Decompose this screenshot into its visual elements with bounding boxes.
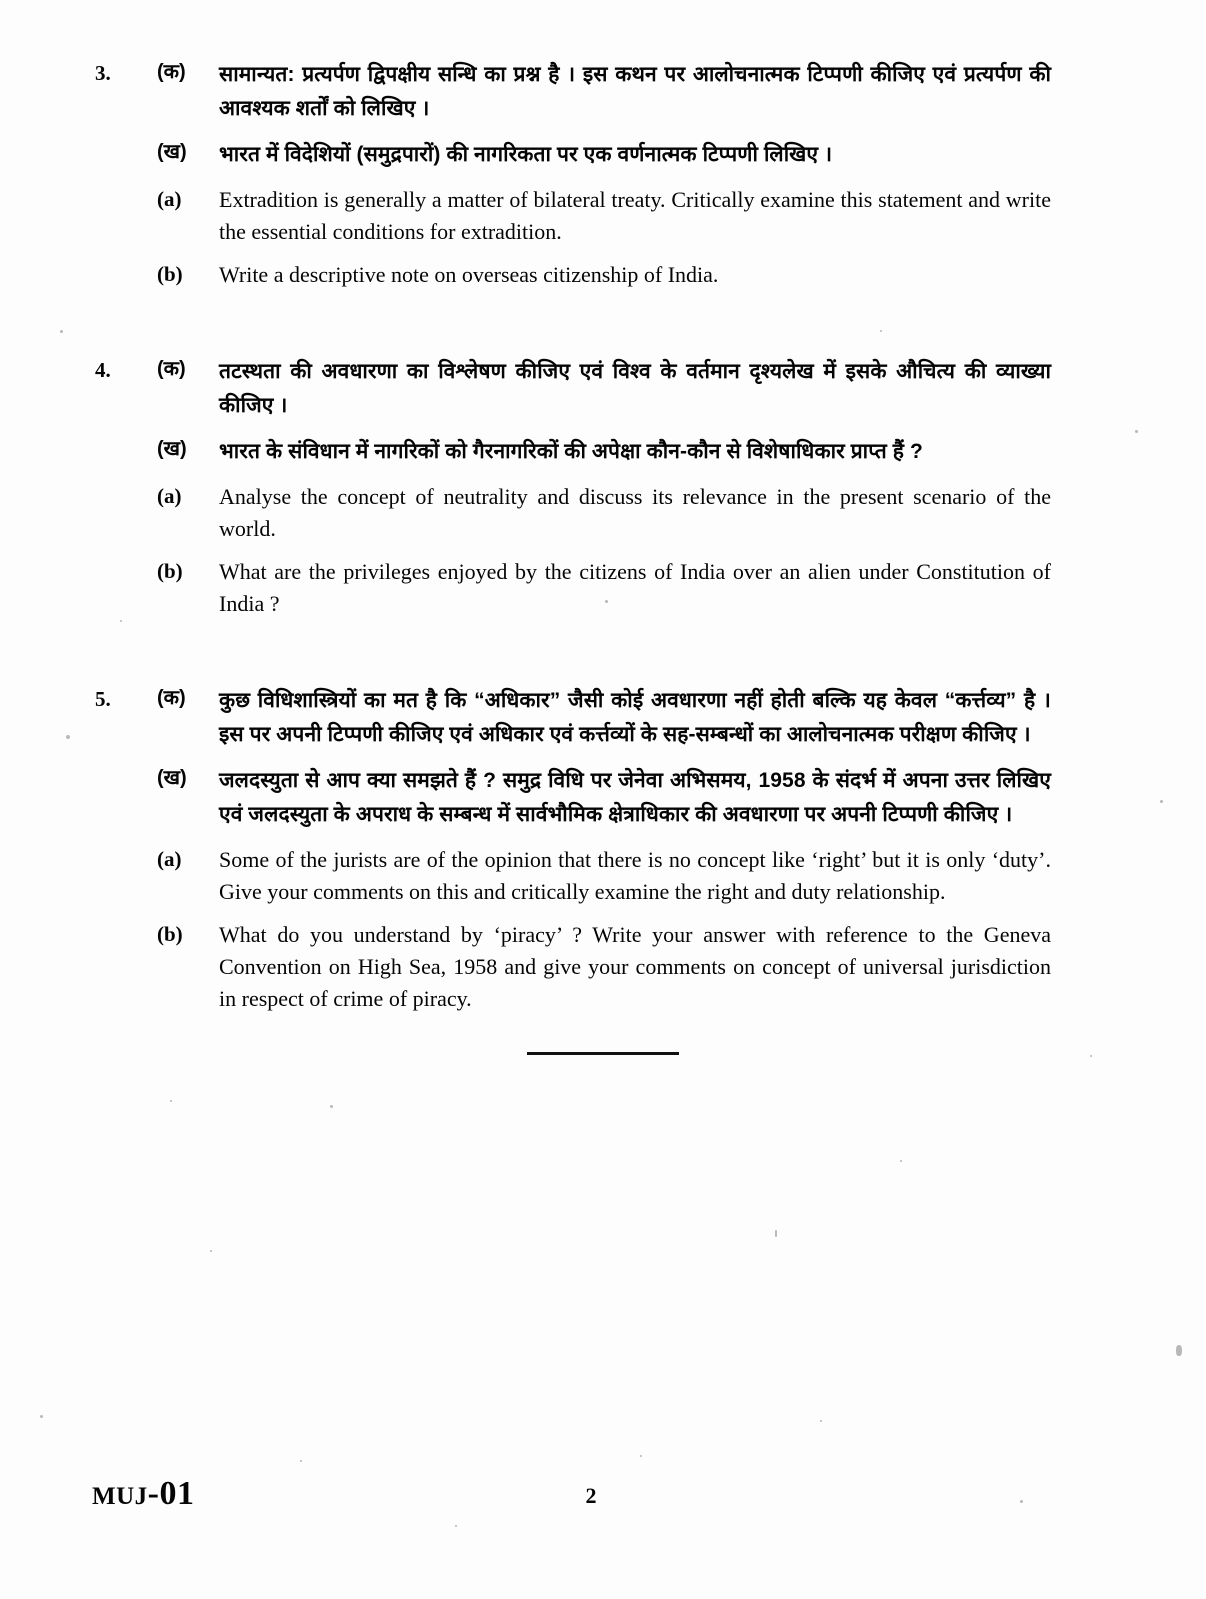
scan-speckle bbox=[820, 1420, 822, 1422]
part-label: (क) bbox=[157, 686, 186, 709]
question-part-row bbox=[0, 481, 1206, 544]
scan-speckle bbox=[300, 1460, 302, 1462]
question-part-row bbox=[0, 684, 1206, 752]
scan-speckle bbox=[1176, 1345, 1182, 1356]
scan-speckle bbox=[170, 1100, 172, 1102]
question-part-row bbox=[0, 435, 1206, 469]
scan-speckle bbox=[775, 1230, 777, 1237]
part-text: सामान्यत: प्रत्यर्पण द्विपक्षीय सन्धि का प्रश्न है । इस कथन पर आलोचनात्मक टिप्पणी कीजिए एवं प्रत्यर्पण की आवश्यक शर्तों को लिखिए । bbox=[219, 63, 1051, 121]
part-text: Some of the jurists are of the opinion that there is no concept like ‘right’ but it is only ‘duty’. Give your comments on this and critically examine the right and duty relationship. bbox=[219, 846, 1051, 904]
scan-speckle bbox=[330, 1105, 333, 1108]
paper-code-suffix: -01 bbox=[147, 1475, 195, 1512]
part-spacer bbox=[0, 546, 1206, 556]
question-block-3 bbox=[0, 58, 1206, 291]
part-text: Write a descriptive note on overseas citizenship of India. bbox=[219, 262, 719, 288]
part-text: तटस्थता की अवधारणा का विश्लेषण कीजिए एवं विश्व के वर्तमान दृश्यलेख में इसके औचित्य की व्याख्या कीजिए । bbox=[219, 360, 1051, 418]
part-text: भारत में विदेशियों (समुद्रपारों) की नागरिकता पर एक वर्णनात्मक टिप्पणी लिखिए । bbox=[219, 143, 833, 167]
scan-speckle bbox=[455, 1525, 457, 1527]
part-text: जलदस्युता से आप क्या समझते हैं ? समुद्र विधि पर जेनेवा अभिसमय, 1958 के संदर्भ में अपना उत्तर लिखिए एवं जलदस्युता के अपराध के सम्बन्ध में सार्वभौमिक क्षेत्राधिकार की अवधारणा पर अपनी टिप्पणी कीजिए । bbox=[219, 768, 1051, 826]
question-part-row bbox=[0, 919, 1206, 1014]
part-spacer bbox=[0, 909, 1206, 919]
part-label: (b) bbox=[157, 922, 183, 947]
question-part-row bbox=[0, 844, 1206, 907]
question-part-row bbox=[0, 556, 1206, 619]
part-label: (a) bbox=[157, 484, 182, 509]
question-part-row bbox=[0, 138, 1206, 172]
page-footer bbox=[0, 1473, 1206, 1513]
part-label: (ख) bbox=[157, 438, 187, 461]
scan-speckle bbox=[40, 1415, 43, 1418]
question-part-row bbox=[0, 764, 1206, 832]
question-part-row bbox=[0, 184, 1206, 247]
scan-speckle bbox=[1090, 1055, 1092, 1057]
part-spacer bbox=[0, 174, 1206, 184]
part-label: (ख) bbox=[157, 141, 187, 164]
part-label: (क) bbox=[157, 358, 186, 381]
part-label: (b) bbox=[157, 262, 183, 287]
page-number: 2 bbox=[585, 1483, 597, 1508]
section-end-rule bbox=[527, 1052, 679, 1055]
question-part-row bbox=[0, 58, 1206, 126]
scan-speckle bbox=[900, 1160, 902, 1162]
part-spacer bbox=[0, 834, 1206, 844]
part-label: (ख) bbox=[157, 766, 187, 789]
question-block-4 bbox=[0, 355, 1206, 620]
top-margin-spacer bbox=[0, 0, 1206, 58]
part-text: What are the privileges enjoyed by the citizens of India over an alien under Constitution of India ? bbox=[219, 559, 1051, 617]
part-text: Extradition is generally a matter of bilateral treaty. Critically examine this statement and write the essential conditions for extradition. bbox=[219, 187, 1051, 244]
part-text: भारत के संविधान में नागरिकों को गैरनागरिकों की अपेक्षा कौन-कौन से विशेषाधिकार प्राप्त हैं ? bbox=[219, 440, 923, 464]
question-block-5 bbox=[0, 684, 1206, 1014]
part-spacer bbox=[0, 471, 1206, 481]
part-text: What do you understand by ‘piracy’ ? Write your answer with reference to the Geneva Convention on High Sea, 1958 and give your comments on concept of universal jurisdiction in respect of crime of piracy. bbox=[219, 922, 1051, 1011]
paper-code-prefix: MUJ bbox=[92, 1483, 148, 1510]
part-spacer bbox=[0, 128, 1206, 138]
part-spacer bbox=[0, 249, 1206, 259]
part-spacer bbox=[0, 425, 1206, 435]
part-label: (a) bbox=[157, 187, 182, 212]
part-text: कुछ विधिशास्त्रियों का मत है कि “अधिकार” जैसी कोई अवधारणा नहीं होती बल्कि यह केवल “कर्त्तव्य” है । इस पर अपनी टिप्पणी कीजिए एवं अधिकार एवं कर्त्तव्यों के सह-सम्बन्धों का आलोचनात्मक परीक्षण कीजिए । bbox=[219, 688, 1051, 746]
part-spacer bbox=[0, 754, 1206, 764]
question-spacer bbox=[0, 622, 1206, 684]
part-label: (क) bbox=[157, 61, 186, 83]
part-label: (a) bbox=[157, 846, 182, 871]
question-number: 3. bbox=[95, 61, 111, 85]
question-number: 5. bbox=[95, 686, 111, 711]
part-label: (b) bbox=[157, 559, 183, 584]
scan-speckle bbox=[210, 1250, 212, 1252]
scan-speckle bbox=[640, 1455, 642, 1457]
part-text: Analyse the concept of neutrality and discuss its relevance in the present scenario of the world. bbox=[219, 484, 1051, 541]
question-part-row bbox=[0, 259, 1206, 291]
section-end-rule-wrapper bbox=[0, 1052, 1206, 1055]
question-spacer bbox=[0, 293, 1206, 355]
question-number: 4. bbox=[95, 358, 111, 383]
question-part-row bbox=[0, 355, 1206, 423]
